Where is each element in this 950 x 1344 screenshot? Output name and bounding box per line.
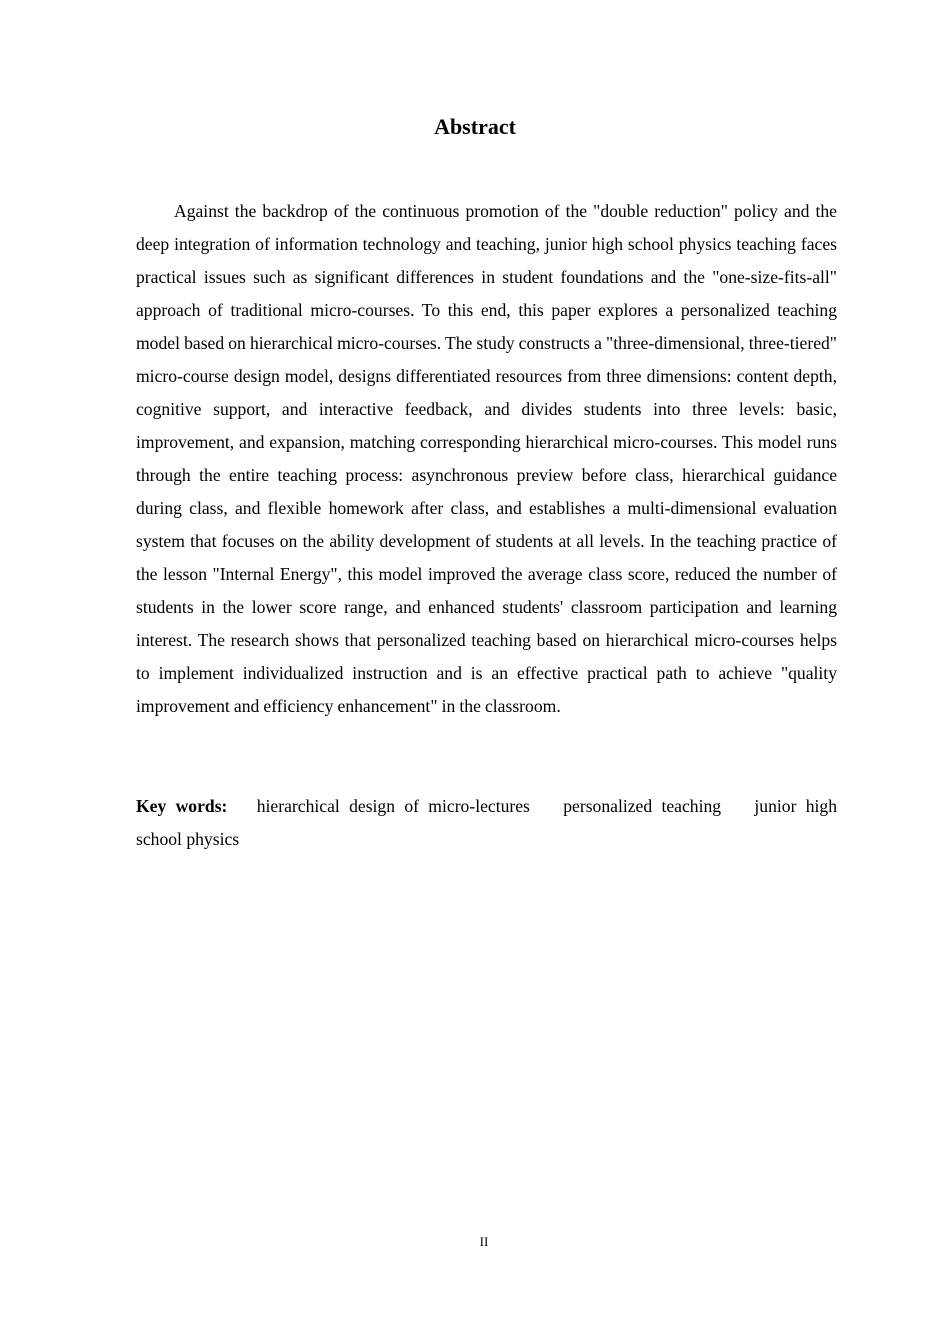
keyword-item: hierarchical design of micro-lectures <box>256 796 530 816</box>
page-number: II <box>479 1234 489 1249</box>
abstract-body: Against the backdrop of the continuous promotion of the "double reduction" policy and the deep integration of information technology and teaching, junior high school physics teaching faces practical issues such as significant differences in student foundations and the "one-size-fits-all" approach of traditional micro-courses. To this end, this paper explores a personalized teaching model based on hierarchical micro-courses. The study constructs a "three-dimensional, three-tiered" micro-course design model, designs differentiated resources from three dimensions: content depth, cognitive support, and interactive feedback, and divides students into three levels: basic, improvement, and expansion, matching corresponding hierarchical micro-courses. This model runs through the entire teaching process: asynchronous preview before class, hierarchical guidance during class, and flexible homework after class, and establishes a multi-dimensional evaluation system that focuses on the ability development of students at all levels. In the teaching practice of the lesson "Internal Energy", this model improved the average class score, reduced the number of students in the lower score range, and enhanced students' classroom participation and learning interest. The research shows that personalized teaching based on hierarchical micro-courses helps to implement individualized instruction and is an effective practical path to achieve "quality improvement and efficiency enhancement" in the classroom. <box>136 201 837 716</box>
keywords-section <box>136 790 837 856</box>
keyword-item: junior high school physics <box>136 796 838 849</box>
abstract-title: Abstract <box>434 114 516 139</box>
keywords-label: Key words: <box>136 796 228 816</box>
keyword-item: personalized teaching <box>563 796 722 816</box>
